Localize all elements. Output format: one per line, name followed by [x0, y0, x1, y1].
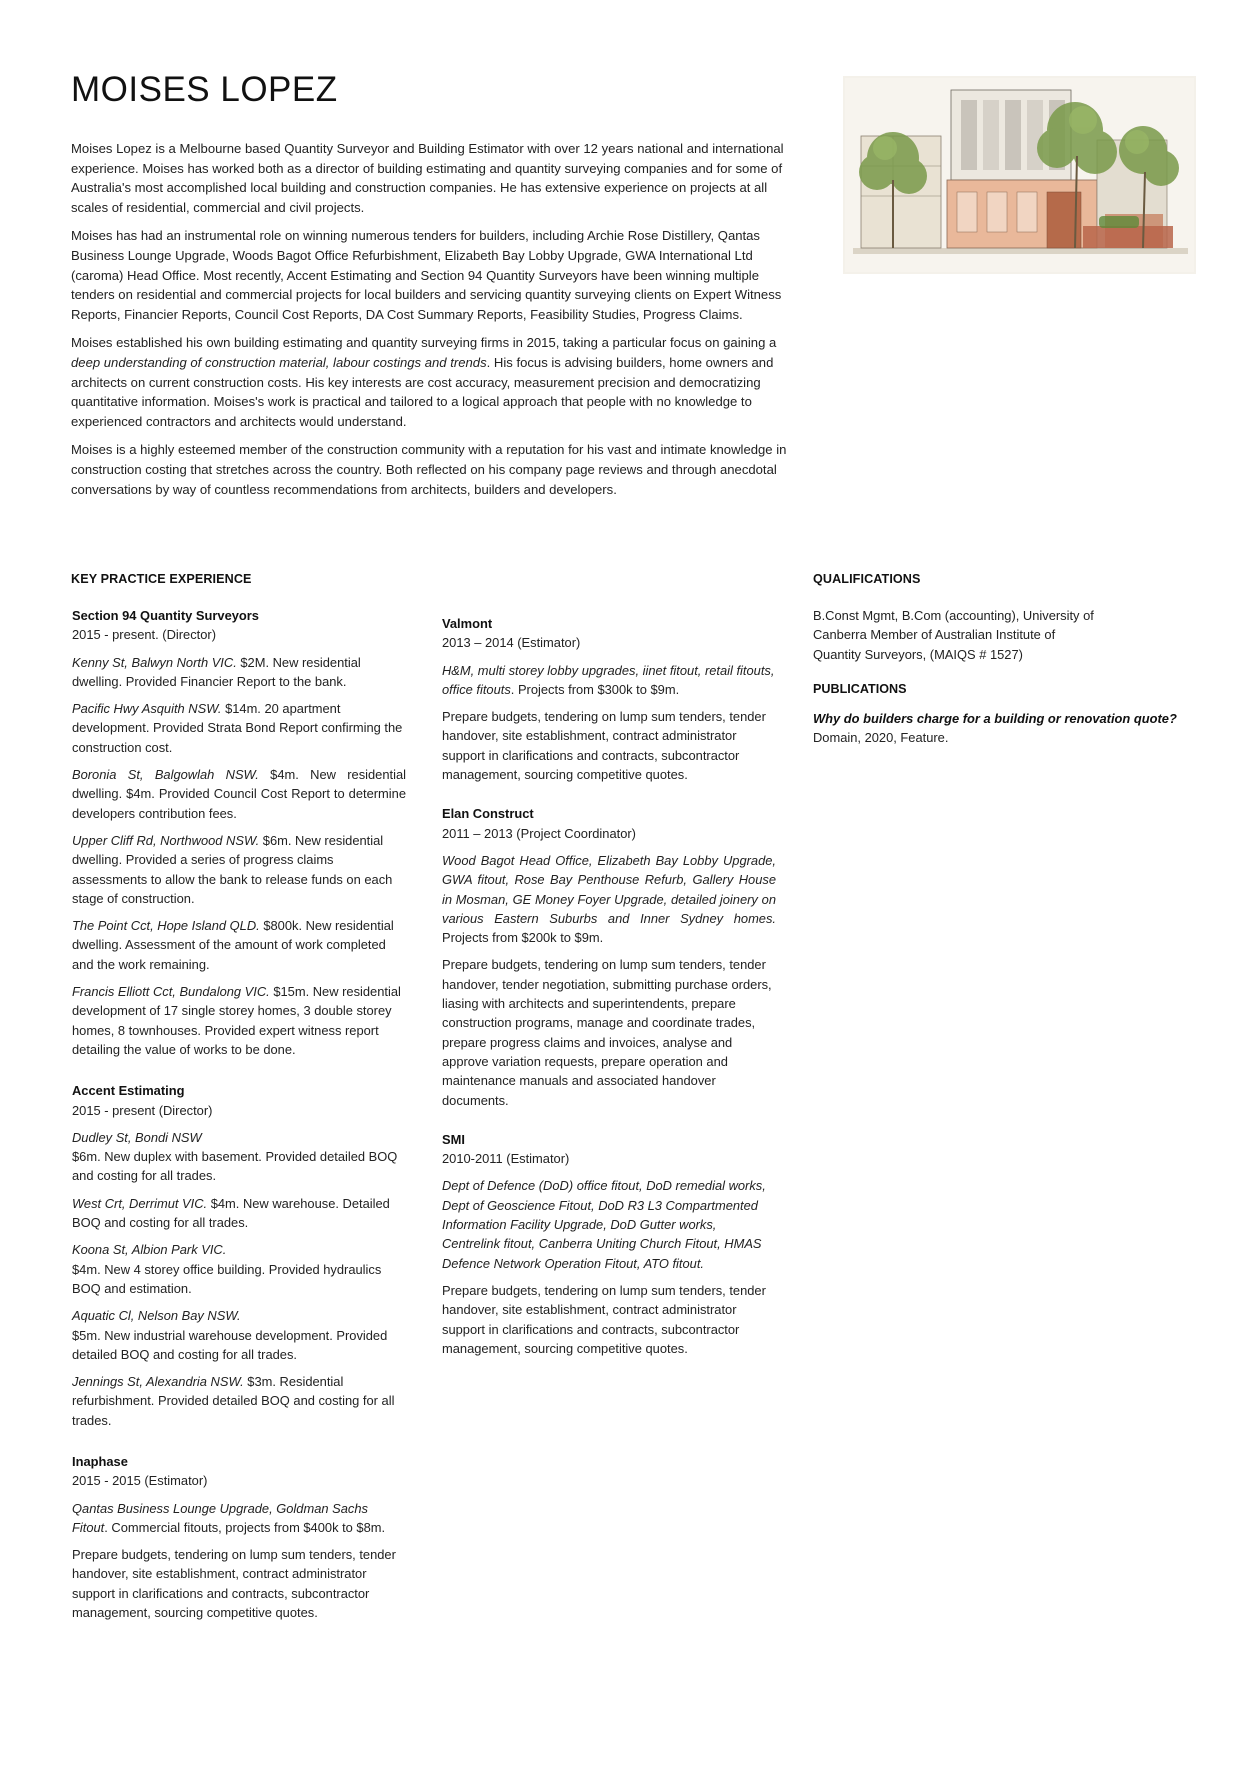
qualifications-text: B.Const Mgmt, B.Com (accounting), University of Canberra Member of Australian Institute of Quantity Surveyors, (MAIQS # 1527) [813, 608, 1094, 662]
role-period: 2011 – 2013 (Project Coordinator) [442, 825, 636, 841]
role-period: 2013 – 2014 (Estimator) [442, 635, 581, 651]
experience-left-column [72, 606, 406, 1642]
project-item: Prepare budgets, tendering on lump sum tenders, tender handover, site establishment, contract administrator support in clarifications and contracts, subcontractor management, sourcing competitive quotes. [72, 1547, 396, 1621]
project-item: Aquatic Cl, Nelson Bay NSW. $5m. New industrial warehouse development. Provided detailed BOQ and costing for all trades. [72, 1308, 388, 1362]
firm-name: Accent Estimating [72, 1083, 185, 1099]
experience-block [442, 1130, 776, 1358]
role-period: 2010-2011 (Estimator) [442, 1151, 570, 1167]
intro-text: Moises established his own building estimating and quantity surveying firms in 2015, taking a particular focus on gaining a [71, 335, 777, 351]
firm-name: SMI [442, 1131, 465, 1147]
role-period: 2015 - present (Director) [72, 1102, 213, 1118]
project-item: Prepare budgets, tendering on lump sum tenders, tender handover, site establishment, contract administrator support in clarifications and contracts, subcontractor management, sourcing competitive quotes. [442, 1282, 766, 1356]
experience-block [442, 804, 776, 1109]
intro-paragraph-4: Moises is a highly esteemed member of the construction community with a reputation for his vast and intimate knowledge in construction costing that stretches across the country. Both reflected on his company page reviews and through anecdotal conversations by way of countless recommendations from architects, builders and developers. [71, 442, 787, 497]
project-item: West Crt, Derrimut VIC. $4m. New warehouse. Detailed BOQ and costing for all trades. [72, 1195, 390, 1231]
project-item: Boronia St, Balgowlah NSW. $4m. New residential dwelling. $4m. Provided Council Cost Report to determine developers contribution fees. [72, 767, 407, 821]
intro-paragraph-2: Moises has had an instrumental role on winning numerous tenders for builders, including Archie Rose Distillery, Qantas Business Lounge Upgrade, Woods Bagot Office Refurbishment, Elizabeth Bay Lobby Upgrade, GWA International Ltd (caroma) Head Office. Most recently, Accent Estimating and Section 94 Quantity Surveyors have been winning multiple tenders on residential and commercial projects for local builders and servicing quantity surveying clients on Expert Witness Reports, Financier Reports, Council Cost Reports, DA Cost Summary Reports, Feasibility Studies, Progress Claims. [71, 228, 782, 322]
project-item: Kenny St, Balwyn North VIC. $2M. New residential dwelling. Provided Financier Report to the bank. [72, 654, 361, 689]
project-item: Pacific Hwy Asquith NSW. $14m. 20 apartment development. Provided Strata Bond Report confirming the construction cost. [72, 701, 403, 755]
project-item: Upper Cliff Rd, Northwood NSW. $6m. New residential dwelling. Provided a series of progress claims assessments to allow the bank to release funds on each stage of construction. [72, 832, 393, 906]
firm-name: Inaphase [72, 1453, 128, 1469]
project-item: Prepare budgets, tendering on lump sum tenders, tender handover, site establishment, contract administrator support in clarifications and contracts, subcontractor management, sourcing competitive quotes. [442, 709, 766, 783]
intro-paragraph-1: Moises Lopez is a Melbourne based Quantity Surveyor and Building Estimator with over 12 years national and international experience. Moises has worked both as a director of building estimating and quantity surveying companies and for some of Australia's most accomplished local building and construction companies. He has extensive experience on projects at all scales of residential, commercial and civil projects. [71, 141, 784, 215]
experience-block [72, 1452, 406, 1622]
project-item: Wood Bagot Head Office, Elizabeth Bay Lobby Upgrade, GWA fitout, Rose Bay Penthouse Refurb, Gallery House in Mosman, GE Money Foyer Upgrade, detailed joinery on various Eastern Suburbs and Inner Sydney homes. Projects from $200k to $9m. [442, 852, 776, 946]
experience-block [442, 614, 776, 784]
project-item: Jennings St, Alexandria NSW. $3m. Residential refurbishment. Provided detailed BOQ and costing for all trades. [72, 1374, 395, 1428]
project-item: Francis Elliott Cct, Bundalong VIC. $15m. New residential development of 17 single storey homes, 3 double storey homes, 8 townhouses. Provided expert witness report detailing the value of works to be done. [72, 984, 401, 1057]
experience-block [72, 1081, 406, 1430]
building-sketch-image [843, 76, 1196, 274]
firm-name: Valmont [442, 616, 493, 631]
experience-block [72, 606, 406, 1059]
project-item: Dudley St, Bondi NSW $6m. New duplex with basement. Provided detailed BOQ and costing for all trades. [72, 1129, 398, 1184]
key-practice-heading: KEY PRACTICE EXPERIENCE [71, 572, 252, 586]
qualifications-column [813, 606, 1177, 748]
firm-name: Elan Construct [442, 806, 534, 822]
experience-right-column [442, 614, 776, 1378]
intro-paragraph-3 [71, 333, 791, 431]
project-item: Prepare budgets, tendering on lump sum tenders, tender handover, tender negotiation, submitting purchase orders, liasing with architects and superintendents, prepare construction programs, manage and coordinate trades, prepare progress claims and invoices, analyse and approve variation requests, prepare operation and maintenance manuals and associated handover documents. [442, 957, 772, 1108]
person-name: MOISES LOPEZ [71, 70, 338, 109]
publications-heading: PUBLICATIONS [813, 681, 907, 696]
project-item: Qantas Business Lounge Upgrade, Goldman Sachs Fitout. Commercial fitouts, projects from $400k to $8m. [72, 1500, 386, 1535]
project-item: The Point Cct, Hope Island QLD. $800k. New residential dwelling. Assessment of the amount of work completed and the work remaining. [72, 918, 394, 972]
project-item: Koona St, Albion Park VIC. $4m. New 4 storey office building. Provided hydraulics BOQ and estimation. [72, 1242, 382, 1296]
publication-title: Why do builders charge for a building or renovation quote? [813, 711, 1177, 727]
project-item: H&M, multi storey lobby upgrades, iinet fitout, retail fitouts, office fitouts. Projects from $300k to $9m. [442, 662, 775, 697]
publication-source: Domain, 2020, Feature. [813, 730, 949, 746]
role-period: 2015 - 2015 (Estimator) [72, 1473, 208, 1489]
role-period: 2015 - present. (Director) [72, 627, 216, 643]
intro-text: . His focus is advising builders, home owners and architects on current construction costs. His key interests are cost accuracy, measurement precision and democratizing quantitative information. Moises's work is practical and tailored to a logical approach that people with no knowledge to experienced contractors and architects would understand. [71, 354, 774, 429]
firm-name: Section 94 Quantity Surveyors [72, 608, 259, 623]
qualifications-heading: QUALIFICATIONS [813, 572, 921, 586]
project-item: Dept of Defence (DoD) office fitout, DoD remedial works, Dept of Geoscience Fitout, DoD R3 L3 Compartmented Information Facility Upgrade, DoD Gutter works, Centrelink fitout, Canberra Uniting Church Fitout, HMAS Defence Network Operation Fitout, ATO fitout. [442, 1178, 766, 1271]
intro-section [71, 139, 791, 508]
intro-emphasis: deep understanding of construction material, labour costings and trends [71, 354, 487, 370]
